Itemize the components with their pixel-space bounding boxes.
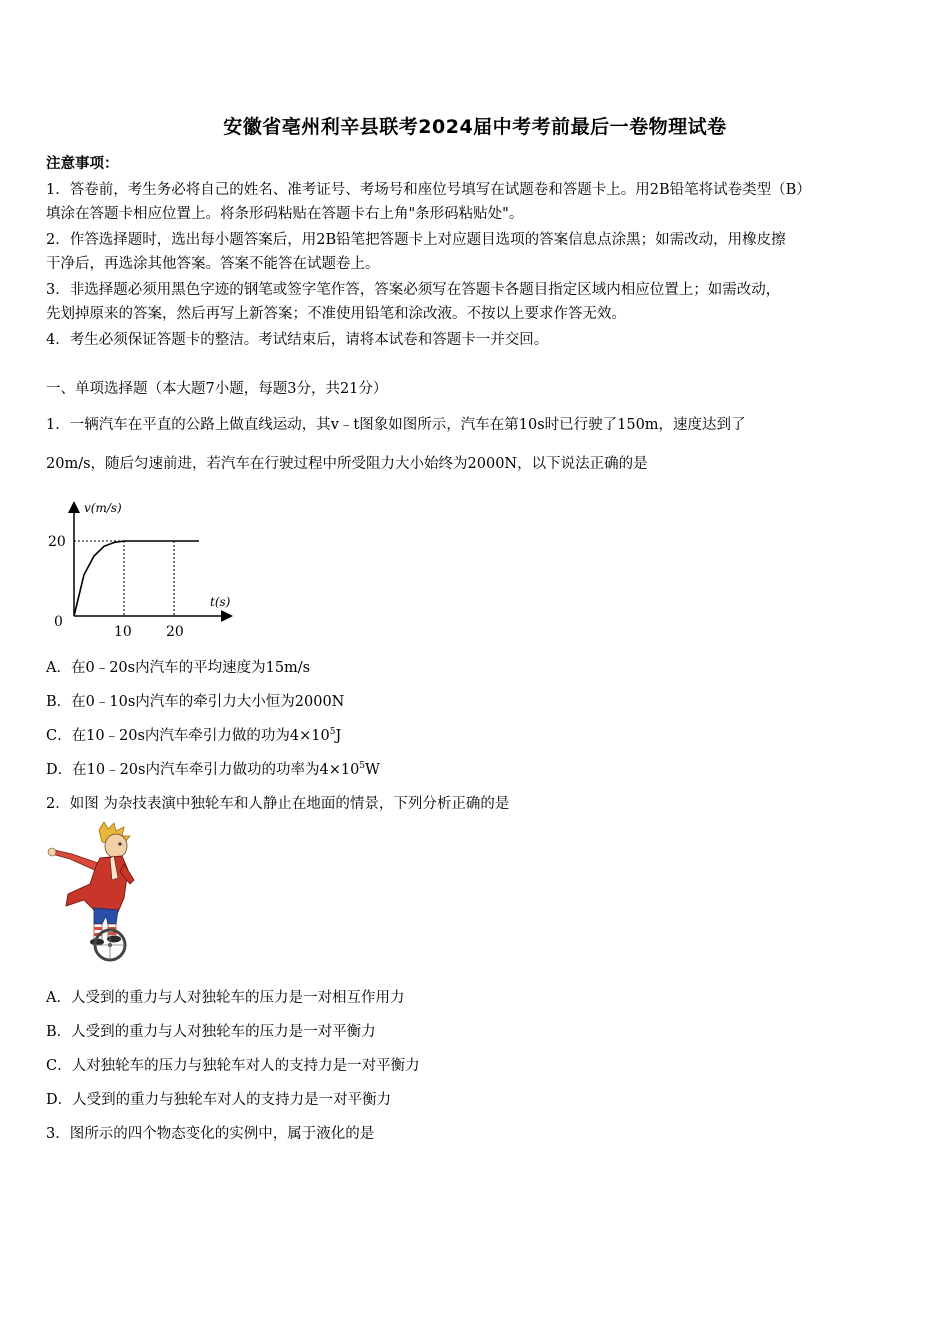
q2-option-c: C．人对独轮车的压力与独轮车对人的支持力是一对平衡力 xyxy=(46,1058,420,1074)
notice-item-3b: 先划掉原来的答案，然后再写上新答案；不准使用铅笔和涂改液。不按以上要求作答无效。 xyxy=(46,306,626,322)
q1-option-d-text: D．在10﹣20s内汽车牵引力做功的功率为4×10 xyxy=(46,762,360,778)
notice-item-1a: 1．答卷前，考生务必将自己的姓名、准考证号、考场号和座位号填写在试题卷和答题卡上。用2B铅笔将试卷类型（B） xyxy=(46,182,811,198)
q1-option-c-exp: 5 xyxy=(329,727,336,738)
question-1-stem-a: 1．一辆汽车在平直的公路上做直线运动，其v﹣t图象如图所示，汽车在第10s时已行驶了150m，速度达到了 xyxy=(46,417,746,433)
right-sock-stripe xyxy=(108,932,116,935)
q2-option-b: B．人受到的重力与人对独轮车的压力是一对平衡力 xyxy=(46,1024,376,1040)
x-tick-20: 20 xyxy=(166,624,184,640)
x-tick-10: 10 xyxy=(114,624,132,640)
notice-heading: 注意事项： xyxy=(46,155,119,172)
q1-option-d-exp: 5 xyxy=(359,761,366,772)
notice-item-2a: 2．作答选择题时，选出每小题答案后，用2B铅笔把答题卡上对应题目选项的答案信息点涂黑；如需改动，用橡皮擦 xyxy=(46,232,786,248)
notice-item-1b: 填涂在答题卡相应位置上。将条形码粘贴在答题卡右上角"条形码粘贴处"。 xyxy=(46,206,524,222)
left-sock-stripe xyxy=(94,927,102,930)
notice-item-4: 4．考生必须保证答题卡的整洁。考试结束后，请将本试卷和答题卡一并交回。 xyxy=(46,332,549,348)
vt-graph xyxy=(44,496,244,646)
section-heading: 一、单项选择题（本大题7小题，每题3分，共21分） xyxy=(46,381,388,397)
unicyclist-illustration xyxy=(44,820,154,965)
question-1-stem-b: 20m/s，随后匀速前进，若汽车在行驶过程中所受阻力大小始终为2000N，以下说法正确的是 xyxy=(46,456,648,472)
eye-dot xyxy=(118,842,121,845)
y-axis-label: v(m/s) xyxy=(84,501,122,515)
q1-option-c xyxy=(46,724,341,745)
q1-option-b: B．在0﹣10s内汽车的牵引力大小恒为2000N xyxy=(46,694,345,710)
q1-option-d xyxy=(46,758,380,779)
q2-option-d: D．人受到的重力与独轮车对人的支持力是一对平衡力 xyxy=(46,1092,392,1108)
origin-label: 0 xyxy=(54,614,63,630)
x-axis-label: t(s) xyxy=(210,595,231,609)
question-3-stem: 3．图所示的四个物态变化的实例中，属于液化的是 xyxy=(46,1126,375,1142)
q1-option-d-unit: W xyxy=(365,762,380,778)
q1-option-a: A．在0﹣20s内汽车的平均速度为15m/s xyxy=(46,660,311,676)
head-shape xyxy=(105,834,127,858)
q1-option-c-unit: J xyxy=(335,728,342,744)
notice-item-2b: 干净后，再选涂其他答案。答案不能答在试题卷上。 xyxy=(46,256,380,272)
y-tick-20: 20 xyxy=(48,534,66,550)
q2-option-a: A．人受到的重力与人对独轮车的压力是一对相互作用力 xyxy=(46,990,405,1006)
coat-shape xyxy=(66,856,128,912)
left-hand-shape xyxy=(48,848,56,856)
question-2-stem: 2．如图 为杂技表演中独轮车和人静止在地面的情景，下列分析正确的是 xyxy=(46,796,510,812)
page-title: 安徽省亳州利辛县联考2024届中考考前最后一卷物理试卷 xyxy=(223,116,727,138)
trousers-shape xyxy=(94,908,118,924)
velocity-curve xyxy=(74,541,199,616)
q1-option-c-text: C．在10﹣20s内汽车牵引力做的功为4×10 xyxy=(46,728,330,744)
right-shoe-shape xyxy=(107,936,121,943)
notice-item-3a: 3．非选择题必须用黑色字迹的钢笔或签字笔作答，答案必须写在答题卡各题目指定区域内相应位置上；如需改动， xyxy=(46,282,781,298)
